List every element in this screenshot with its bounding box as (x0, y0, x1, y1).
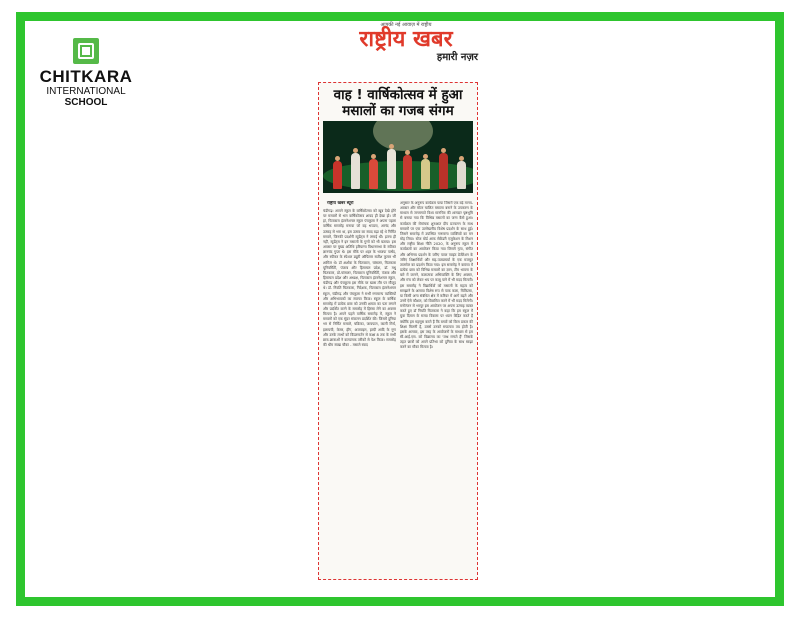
article-column-1-text: चंडीगढ़। आपने स्कूल के वार्षिकोत्सव को खूब देखे होंगे पर मसालों से भरा वार्षिकोत्सव शायद ही देखा हो। जी हां, चितकारा इंटरनेशनल स्कूल पंचकूला ने अपना पहला वार्षिक समारोह मनाया जो यह भव्यता, आनंद और उत्साह से भरा था, इस उत्सव का स्वाद बढ़ा रहे थे निर्मित मसाले, जिनकी प्रदर्शनी स्टूडेंट्स ने लगाई थी। इतना ही नहीं, स्टूडेंट्स ने इन मसालों के गुणों को भी बताया। इस अवसर पर मुख्य अतिथि हरियाणा विधानसभा के स्पीकर ज्ञानचंद गुप्ता थे। इस मौके पर शहर के भाजपा पार्षद, और स्पीकर के स्पेशल ड्यूटी ऑफिसर सतीश कुमार भी शामिल थे। डॉ अशोक के चितकारा, चांसलर, चितकारा यूनिवर्सिटी, पंजाब और हिमाचल प्रदेश, डॉ. मधु चितकारा, प्रो-चांसलर, चितकारा यूनिवर्सिटी, पंजाब और हिमाचल प्रदेश और अध्यक्ष, चितकारा इंटरनेशनल स्कूल, चंडीगढ़ और पंचकूला इस मौके पर खास तौर पर मौजूद थे। डॉ. नियति चितकारा, निदेशक, चितकारा इंटरनेशनल स्कूल, चंडीगढ़ और पंचकूला ने सभी गणमान्य व्यक्तियों और अभिभावकों का स्वागत किया। स्कूल के वार्षिक समारोह में प्रत्येक छात्र को उनकी क्षमता का पता लगाने और प्रदर्शित करने के समारोह में हिस्सा लेने का अवसर मिलता है। अपने पहले वार्षिक समारोह में, स्कूल ने मसालों को एक सुंदर संकलन प्रदर्शित की। जिसमें दुनिया भर से निर्मित मसाले, चक्रिका, जायफल, काली मिर्च, इलायची, केसर, हींग, अजवाइन, हल्दी आदि के गुण और उनके लाभों को किंडरगार्टन से कक्षा 8 तक के सभी छात्र-छात्राओं ने कलात्मक तरीकों से पेश किया। समारोह की थीम स्वाद्य चौका - मसाले स्वाद (323, 209, 396, 348)
logo-mark-icon (73, 38, 99, 64)
logo-line2: INTERNATIONAL (46, 86, 126, 97)
article-byline: राष्ट्रीय खबर ब्यूरो (327, 201, 354, 206)
logo-line3: SCHOOL (64, 97, 108, 108)
newspaper-subtitle: हमारी नज़र (436, 52, 478, 63)
newspaper-masthead (318, 22, 494, 63)
news-clipping (318, 82, 478, 580)
event-photo (323, 121, 473, 193)
school-logo (36, 38, 136, 108)
newspaper-name: राष्ट्रीय खबर (359, 27, 453, 52)
logo-name: CHITKARA (39, 67, 133, 86)
newspaper-tagline: आपकी नई आवाज़ में राष्ट्रीय (380, 22, 432, 28)
article-headline: वाह ! वार्षिकोत्सव में हुआ मसालों का गजब संगम (333, 87, 463, 119)
article-column-2: अनुसार के अनुरूप कार्यक्रम पाया जिसमें एक बड़े मानव-आकार और मोटर चालित मसाला बनाने के उपकरण के माध्यम से जगमगाते विश्व मानचित्र की शानदार पृष्ठभूमि से बनाया गया कि विभिन्न मसालों का जन्म कैसे हुआ। कार्यक्रम की रोमांचक शुरुआत दीप प्रज्वलन के साथ मसालों पर एक उल्लेखनीय विशेष प्रदर्शन के साथ हुई। जिसने समारोह में उपस्थित गणमान्य व्यक्तियों का मन मोह लिया। स्टेज बोर्ड आफ सेकेंडरी एजुकेशन के मिशन और राष्ट्रीय शिक्षा नीति 2020, के अनुरूप स्कूल में कार्यक्रमों का आयोजन किया गया जिसमें नृत्य, संगीत और अभिनय प्रदर्शन के जरिए पावर प्वाइंट प्रेजेंटेशन के जरिए शिक्षार्थियों और सह-पाठ्यचर्या के एक मजबूत तालमेल का प्रदर्शन किया गया। इस समारोह ने वास्तव में प्रत्येक छात्र को विभिन्न मसालों का ज्ञान, टीम भावना के बारे में जानने, कलात्मक अभिव्यक्ति के लिए अवसर, और मंच को लेकर भय पर काबू पाने में भी मदद मिलती। इस समारोह ने विद्यार्थियों को मसालों के महत्व को समझाने के अलावा विशेष रूप से पाक कला, चिकित्सा, या किसी अन्य संबंधित क्षेत्र में करियर में आगे बढ़ने और उनमें ऐसे कौशल, को विकसित करने में भी मदद मिलेगी। मनोरंजन से भरपूर इस आयोजन पर अपना उत्साह व्यक्त करते हुए डॉ नियति चितकारा ने कहा कि हम स्कूल में युवा दिमाग के समग्र विकास पर ध्यान केंद्रित करते हैं क्योंकि हम महसूस करते हैं कि बच्चों को किस प्रकार की शिक्षा मिलनी है, उससे उनको सफलता तय होती है। इसके अलावा, इस तरह के आयोजनों के माध्यम से हम सी.आई.एस. को विद्यालय का 'जश्न मनाते हैं' जिसके तहत छात्रों को अपने प्रतिभा को दुनिया के साथ साझा करने का मौका मिलता है। (400, 201, 473, 350)
article-column-1 (323, 201, 396, 575)
